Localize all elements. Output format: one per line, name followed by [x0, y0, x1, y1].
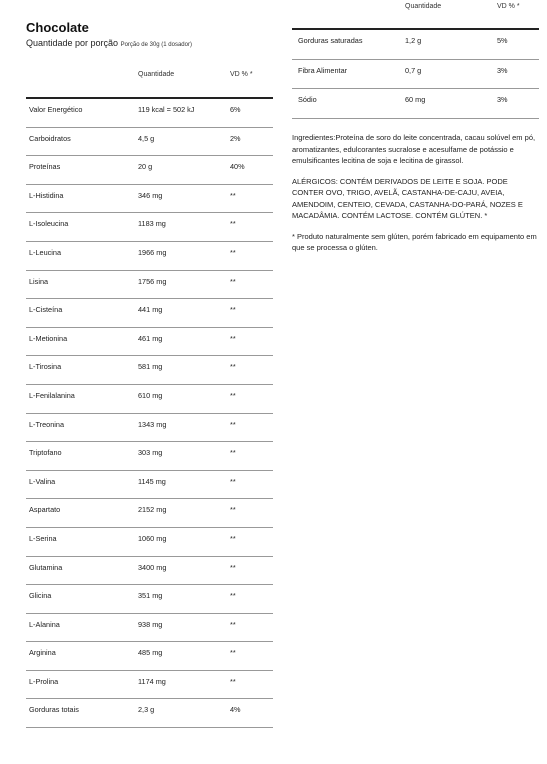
table-row — [26, 242, 273, 271]
nutrient-quantity: 1145 mg — [138, 476, 166, 486]
nutrient-quantity: 1183 mg — [138, 219, 166, 229]
nutrient-name: Sódio — [298, 95, 317, 104]
nutrient-quantity: 60 mg — [405, 95, 426, 104]
nutrient-dv: ** — [230, 648, 236, 658]
nutrient-quantity: 461 mg — [138, 333, 163, 343]
nutrient-dv: 40% — [230, 162, 245, 172]
table-row — [26, 185, 273, 214]
nutrient-dv: ** — [230, 562, 236, 572]
header-dv: VD % * — [230, 71, 253, 78]
nutrient-quantity: 119 kcal = 502 kJ — [138, 105, 195, 114]
nutrient-dv: ** — [230, 219, 236, 229]
nutrient-quantity: 3400 mg — [138, 562, 167, 572]
serving-info — [26, 38, 192, 48]
nutrient-quantity: 2152 mg — [138, 505, 167, 515]
nutrient-name: Glicina — [29, 591, 52, 601]
nutrient-dv: ** — [230, 305, 236, 315]
nutrient-name: Gorduras saturadas — [298, 36, 363, 45]
nutrient-name: Arginina — [29, 648, 56, 658]
nutrient-dv: ** — [230, 533, 236, 543]
table-row — [26, 385, 273, 414]
nutrient-name: L-Leucina — [29, 247, 62, 257]
nutrient-dv: ** — [230, 619, 236, 629]
nutrient-dv: ** — [230, 419, 236, 429]
table-row — [26, 499, 273, 528]
nutrient-dv: ** — [230, 333, 236, 343]
table-row — [26, 128, 273, 157]
nutrient-name: L-Serina — [29, 533, 57, 543]
table-row — [26, 614, 273, 643]
nutrient-quantity: 4,5 g — [138, 133, 155, 143]
nutrient-name: L-Metionina — [29, 333, 68, 343]
nutrient-dv: ** — [230, 390, 236, 400]
table-row — [26, 528, 273, 557]
header-quantity: Quantidade — [405, 3, 442, 10]
table-row — [26, 299, 273, 328]
nutrient-name: L-Cisteína — [29, 305, 63, 315]
table-row — [26, 328, 273, 357]
nutrient-dv: ** — [230, 190, 236, 200]
table-header — [292, 0, 539, 30]
nutrient-quantity: 1060 mg — [138, 533, 167, 543]
nutrient-dv: ** — [230, 591, 236, 601]
nutrient-dv: ** — [230, 247, 236, 257]
nutrient-dv: 5% — [497, 36, 508, 45]
nutrient-name: Lisina — [29, 276, 49, 286]
table-row — [26, 213, 273, 242]
nutrient-name: L-Valina — [29, 476, 56, 486]
nutrient-quantity: 0,7 g — [405, 65, 422, 75]
table-row — [26, 585, 273, 614]
nutrient-quantity: 485 mg — [138, 648, 163, 658]
table-row — [26, 471, 273, 500]
table-row — [26, 699, 273, 728]
nutrient-dv: 3% — [497, 65, 508, 75]
nutrient-name: Valor Energético — [29, 105, 83, 114]
nutrient-quantity: 2,3 g — [138, 705, 155, 715]
nutrient-dv: ** — [230, 362, 236, 372]
nutrient-quantity: 1,2 g — [405, 36, 422, 45]
nutrient-dv: ** — [230, 276, 236, 286]
nutrient-name: L-Treonina — [29, 419, 65, 429]
nutrient-dv: 3% — [497, 95, 508, 104]
serving-detail: Porção de 30g (1 dosador) — [120, 42, 192, 48]
notes-section — [292, 132, 537, 263]
serving-label: Quantidade por porção — [26, 38, 119, 48]
table-row — [26, 271, 273, 300]
table-row — [26, 99, 273, 128]
nutrition-table-right — [292, 0, 539, 119]
nutrition-table-left — [26, 68, 273, 728]
nutrient-dv: ** — [230, 505, 236, 515]
table-row — [26, 414, 273, 443]
allergens-text: ALÉRGICOS: CONTÉM DERIVADOS DE LEITE E SOJA. PODE CONTER OVO, TRIGO, AVELÃ, CASTANHA-DE-CAJU, AVEIA, AMENDOIM, CENTEIO, CEVADA, CASTANHA-DO-PARÁ, NOZES E MACADÂMIA. CONTÉM LACTOSE. CONTÉM GLÚTEN. * — [292, 176, 523, 220]
nutrient-name: L-Tirosina — [29, 362, 62, 372]
nutrient-dv: 4% — [230, 705, 241, 715]
table-row — [26, 442, 273, 471]
nutrient-name: L-Fenilalanina — [29, 390, 75, 400]
nutrient-name: L-Isoleucina — [29, 219, 69, 229]
nutrient-name: Gorduras totais — [29, 705, 79, 715]
product-title: Chocolate — [26, 20, 89, 35]
nutrient-dv: 2% — [230, 133, 241, 143]
nutrient-name: L-Alanina — [29, 619, 60, 629]
nutrient-name: Fibra Alimentar — [298, 65, 348, 75]
nutrient-name: Glutamina — [29, 562, 63, 572]
table-row — [292, 30, 539, 60]
nutrient-quantity: 581 mg — [138, 362, 163, 372]
nutrient-quantity: 938 mg — [138, 619, 163, 629]
nutrient-name: Proteínas — [29, 162, 61, 172]
header-quantity: Quantidade — [138, 71, 175, 78]
table-header — [26, 68, 273, 99]
nutrient-name: Triptofano — [29, 448, 62, 458]
nutrient-dv: ** — [230, 676, 236, 686]
nutrient-quantity: 610 mg — [138, 390, 163, 400]
nutrient-name: L-Prolina — [29, 676, 59, 686]
nutrient-name: Aspartato — [29, 505, 61, 515]
nutrient-quantity: 1174 mg — [138, 676, 166, 686]
header-dv: VD % * — [497, 3, 520, 10]
nutrient-dv: ** — [230, 448, 236, 458]
nutrient-dv: ** — [230, 476, 236, 486]
nutrient-quantity: 1756 mg — [138, 276, 167, 286]
table-row — [292, 89, 539, 119]
nutrient-quantity: 441 mg — [138, 305, 163, 315]
gluten-note: * Produto naturalmente sem glúten, porém fabricado em equipamento em que se processa o glúten. — [292, 231, 537, 252]
nutrient-dv: 6% — [230, 105, 241, 114]
nutrient-name: L-Histidina — [29, 190, 64, 200]
nutrient-name: Carboidratos — [29, 133, 71, 143]
ingredients-text: Ingredientes:Proteína de soro do leite concentrada, cacau solúvel em pó, aromatizantes, edulcorantes sucralose e acesulfame de potássio e emulsificantes lecitina de soja e lecitina de girassol. — [292, 133, 536, 165]
table-row — [26, 557, 273, 586]
nutrient-quantity: 346 mg — [138, 190, 163, 200]
table-row — [26, 156, 273, 185]
table-row — [292, 60, 539, 90]
nutrient-quantity: 351 mg — [138, 591, 163, 601]
nutrient-quantity: 1966 mg — [138, 247, 167, 257]
table-row — [26, 671, 273, 700]
nutrient-quantity: 1343 mg — [138, 419, 167, 429]
table-row — [26, 642, 273, 671]
nutrient-quantity: 303 mg — [138, 448, 163, 458]
table-row — [26, 356, 273, 385]
nutrient-quantity: 20 g — [138, 162, 153, 172]
